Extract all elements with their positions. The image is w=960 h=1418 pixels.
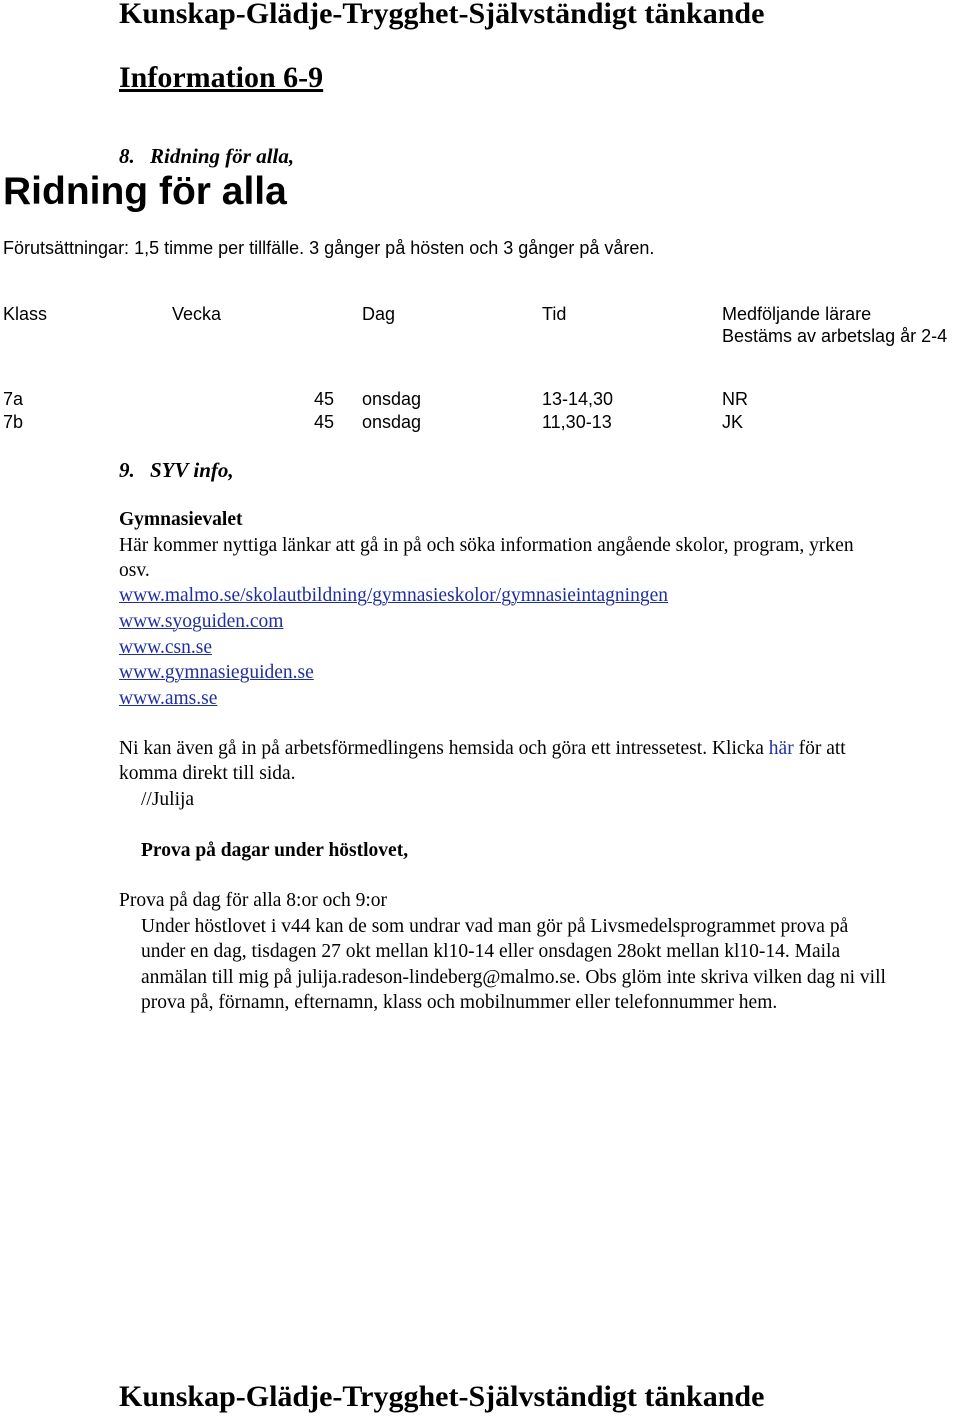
section-8-heading bbox=[119, 144, 294, 169]
link-malmo[interactable]: www.malmo.se/skolautbildning/gymnasieskolor/gymnasieintagningen bbox=[119, 585, 668, 606]
page-title: Information 6-9 bbox=[119, 61, 324, 94]
link-gymnasieguiden[interactable]: www.gymnasieguiden.se bbox=[119, 662, 314, 683]
prova-line-4: prova på, förnamn, efternamn, klass och mobilnummer eller telefonnummer hem. bbox=[141, 992, 778, 1013]
table-header-teacher: Medföljande lärare bbox=[722, 304, 872, 324]
table-cell-klass: 7a bbox=[3, 389, 24, 409]
table-header-vecka: Vecka bbox=[172, 304, 222, 324]
af-text-before: Ni kan även gå in på arbetsförmedlingens hemsida och göra ett intressetest. Klicka bbox=[119, 738, 769, 759]
section-8-number: 8. bbox=[119, 144, 135, 168]
section-8-title: Ridning för alla bbox=[3, 170, 287, 213]
section-8-heading-text: Ridning för alla, bbox=[150, 144, 295, 168]
prova-line-3: anmälan till mig på julija.radeson-lindeberg@malmo.se. Obs glöm inte skriva vilken dag ni vill bbox=[141, 967, 886, 988]
section-9-heading bbox=[119, 458, 234, 483]
link-syoguiden[interactable]: www.syoguiden.com bbox=[119, 611, 284, 632]
table-header-dag: Dag bbox=[362, 304, 396, 324]
prova-line-2: under en dag, tisdagen 27 okt mellan kl10-14 eller onsdagen 28okt mellan kl10-14. Maila bbox=[141, 941, 841, 962]
table-header-tid: Tid bbox=[542, 304, 567, 324]
link-csn[interactable]: www.csn.se bbox=[119, 637, 212, 658]
table-cell-dag: onsdag bbox=[362, 389, 422, 409]
table-cell-klass: 7b bbox=[3, 412, 24, 432]
table-cell-tid: 13-14,30 bbox=[542, 389, 614, 409]
intro-line-2: osv. bbox=[119, 560, 150, 581]
af-line-1 bbox=[119, 738, 846, 760]
section-9-heading-text: SYV info, bbox=[150, 458, 234, 482]
section-9-subheading: Gymnasievalet bbox=[119, 509, 243, 530]
here-link[interactable]: här bbox=[768, 738, 794, 759]
prerequisites-text: Förutsättningar: 1,5 timme per tillfälle. 3 gånger på hösten och 3 gånger på våren. bbox=[3, 238, 655, 258]
prova-line-1: Under höstlovet i v44 kan de som undrar vad man gör på Livsmedelsprogrammet prova på bbox=[141, 916, 849, 937]
table-cell-vecka: 45 bbox=[314, 412, 335, 432]
signature: //Julija bbox=[141, 789, 195, 810]
table-cell-vecka: 45 bbox=[314, 389, 335, 409]
af-text-after: för att bbox=[793, 738, 846, 759]
intro-line-1: Här kommer nyttiga länkar att gå in på och söka information angående skolor, program, yrken bbox=[119, 535, 854, 556]
table-header-klass: Klass bbox=[3, 304, 48, 324]
table-cell-dag: onsdag bbox=[362, 412, 422, 432]
footer-motto: Kunskap-Glädje-Trygghet-Självständigt tänkande bbox=[119, 1380, 765, 1413]
header-motto: Kunskap-Glädje-Trygghet-Självständigt tänkande bbox=[119, 0, 765, 30]
af-line-2: komma direkt till sida. bbox=[119, 763, 296, 784]
table-header-note: Bestäms av arbetslag år 2-4 bbox=[722, 326, 948, 346]
table-cell-tid: 11,30-13 bbox=[542, 412, 612, 432]
prova-subtitle: Prova på dag för alla 8:or och 9:or bbox=[119, 890, 388, 911]
table-cell-teacher: JK bbox=[722, 412, 744, 432]
prova-heading: Prova på dagar under höstlovet, bbox=[141, 840, 409, 861]
table-cell-teacher: NR bbox=[722, 389, 748, 409]
section-9-number: 9. bbox=[119, 458, 135, 482]
link-ams[interactable]: www.ams.se bbox=[119, 688, 218, 709]
